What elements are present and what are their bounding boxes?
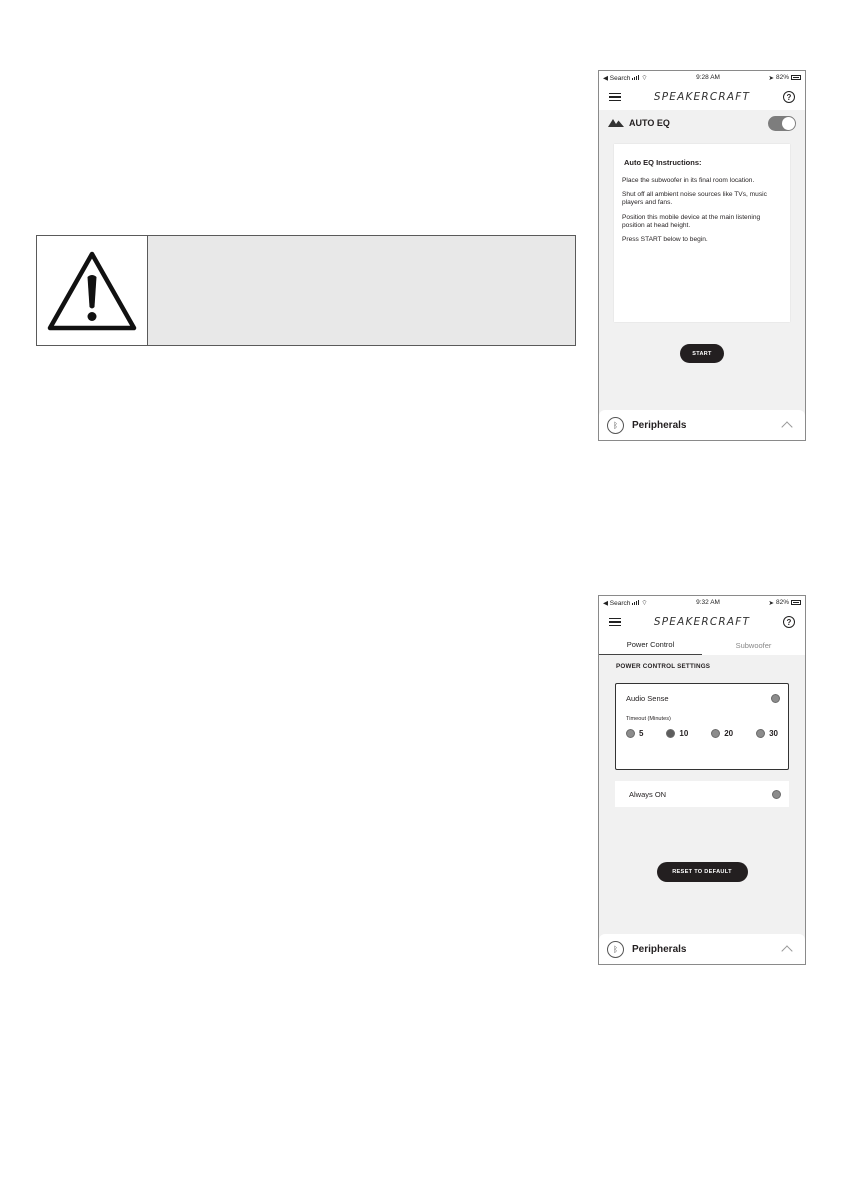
radio-icon bbox=[666, 729, 675, 738]
battery-percent: 82% bbox=[775, 74, 789, 81]
status-time: 9:28 AM bbox=[696, 74, 720, 81]
timeout-option-30[interactable] bbox=[756, 729, 778, 738]
peripherals-bar[interactable] bbox=[599, 934, 805, 964]
phone-screenshot-power-control bbox=[598, 595, 806, 965]
radio-icon bbox=[626, 729, 635, 738]
location-icon: ➤ bbox=[768, 599, 774, 607]
instructions-title: Auto EQ Instructions: bbox=[624, 158, 702, 167]
wifi-icon: ⌔ bbox=[641, 75, 648, 82]
status-bar bbox=[599, 71, 805, 84]
brand-logo: SPEAKERCRAFT bbox=[653, 91, 751, 103]
timeout-option-5[interactable] bbox=[626, 729, 643, 738]
location-icon: ➤ bbox=[768, 74, 774, 82]
brand-logo: SPEAKERCRAFT bbox=[653, 616, 751, 628]
peripherals-bar[interactable] bbox=[599, 410, 805, 440]
hamburger-menu-icon[interactable] bbox=[609, 618, 621, 627]
instruction-line: Place the subwoofer in its final room location. bbox=[622, 177, 755, 184]
warning-text-area bbox=[148, 236, 575, 345]
phone-screenshot-auto-eq bbox=[598, 70, 806, 441]
signal-icon bbox=[632, 600, 639, 605]
option-label: 30 bbox=[769, 729, 778, 738]
peripherals-label: Peripherals bbox=[632, 943, 687, 955]
auto-eq-row bbox=[599, 110, 805, 136]
signal-icon bbox=[632, 75, 639, 80]
back-to-search[interactable]: ◀ Search bbox=[603, 74, 631, 82]
battery-icon bbox=[791, 75, 801, 80]
mountains-icon bbox=[608, 119, 624, 127]
peripherals-label: Peripherals bbox=[632, 419, 687, 431]
wifi-icon: ⌔ bbox=[641, 600, 648, 607]
timeout-option-20[interactable] bbox=[711, 729, 733, 738]
audio-sense-card[interactable] bbox=[615, 683, 789, 770]
chevron-up-icon[interactable] bbox=[781, 945, 792, 956]
warning-icon-cell bbox=[37, 236, 148, 345]
option-label: 20 bbox=[724, 729, 734, 738]
tab-subwoofer[interactable]: Subwoofer bbox=[735, 640, 772, 650]
status-bar bbox=[599, 596, 805, 609]
instruction-line: Press START below to begin. bbox=[622, 236, 708, 244]
timeout-label: Timeout (Minutes) bbox=[626, 716, 671, 722]
reset-to-default-button[interactable]: RESET TO DEFAULT bbox=[657, 862, 748, 882]
bluetooth-icon: ᛒ bbox=[607, 417, 624, 434]
audio-sense-label: Audio Sense bbox=[626, 694, 669, 703]
battery-percent: 82% bbox=[775, 599, 789, 606]
start-button[interactable]: START bbox=[680, 344, 724, 363]
audio-sense-radio[interactable] bbox=[771, 694, 780, 703]
instructions-card bbox=[614, 144, 790, 322]
warning-box bbox=[36, 235, 576, 346]
help-icon[interactable]: ? bbox=[783, 91, 795, 103]
auto-eq-label: AUTO EQ bbox=[629, 118, 670, 128]
option-label: 10 bbox=[679, 729, 689, 738]
battery-icon bbox=[791, 600, 801, 605]
section-title: POWER CONTROL SETTINGS bbox=[616, 663, 711, 670]
always-on-label: Always ON bbox=[629, 789, 667, 799]
bluetooth-icon: ᛒ bbox=[607, 941, 624, 958]
chevron-up-icon[interactable] bbox=[781, 421, 792, 432]
instruction-line: Position this mobile device at the main listening position at head height. bbox=[622, 213, 761, 229]
tab-power-control[interactable]: Power Control bbox=[599, 635, 702, 655]
always-on-card[interactable] bbox=[615, 781, 789, 807]
tab-bar bbox=[599, 635, 805, 655]
warning-triangle-icon bbox=[45, 249, 139, 333]
app-header bbox=[599, 84, 805, 110]
radio-icon bbox=[711, 729, 720, 738]
instruction-line: Shut off all ambient noise sources like TVs, music players and fans. bbox=[622, 191, 767, 207]
always-on-radio[interactable] bbox=[772, 790, 781, 799]
status-time: 9:32 AM bbox=[696, 599, 720, 606]
app-header bbox=[599, 609, 805, 635]
radio-icon bbox=[756, 729, 765, 738]
hamburger-menu-icon[interactable] bbox=[609, 93, 621, 102]
option-label: 5 bbox=[639, 729, 644, 738]
timeout-options bbox=[626, 729, 780, 738]
back-to-search[interactable]: ◀ Search bbox=[603, 599, 631, 607]
timeout-option-10[interactable] bbox=[666, 729, 688, 738]
help-icon[interactable]: ? bbox=[783, 616, 795, 628]
auto-eq-toggle[interactable] bbox=[768, 116, 796, 131]
